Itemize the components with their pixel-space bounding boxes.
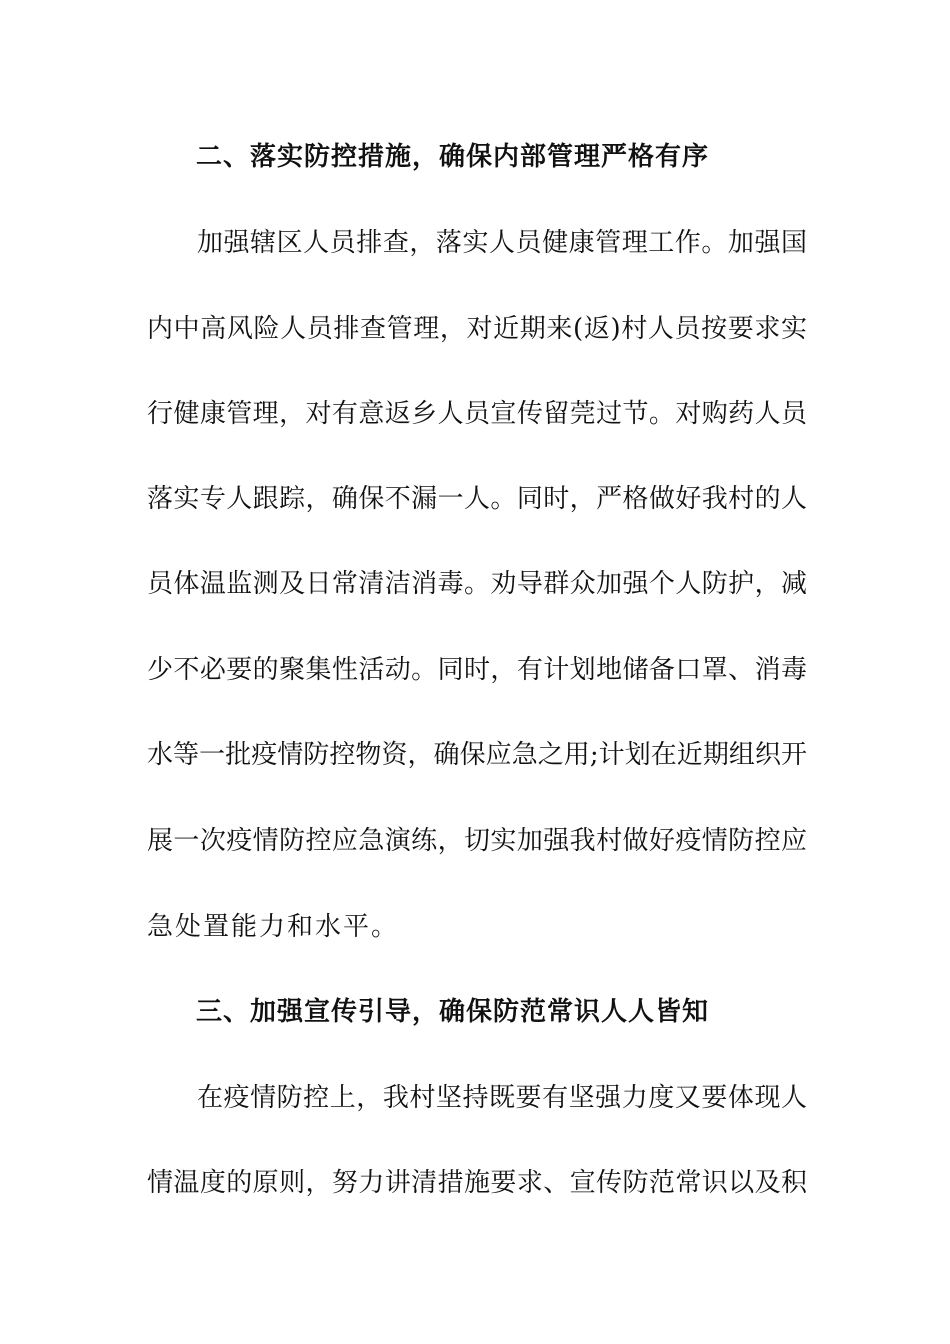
paragraph-line: 急处置能力和水平。	[147, 912, 400, 942]
paragraph-line: 内中高风险人员排查管理，对近期来(返)村人员按要求实	[147, 314, 807, 344]
paragraph-line: 情温度的原则，努力讲清措施要求、宣传防范常识以及积	[147, 1168, 807, 1198]
paragraph-line: 展一次疫情防控应急演练，切实加强我村做好疫情防控应	[147, 826, 807, 856]
paragraph-line: 水等一批疫情防控物资，确保应急之用;计划在近期组织开	[147, 740, 807, 770]
section-3-heading: 三、加强宣传引导，确保防范常识人人皆知	[196, 997, 710, 1027]
section-2-heading: 二、落实防控措施，确保内部管理严格有序	[196, 142, 710, 172]
paragraph-line: 员体温监测及日常清洁消毒。劝导群众加强个人防护，减	[147, 569, 807, 599]
paragraph-line: 落实专人跟踪，确保不漏一人。同时，严格做好我村的人	[147, 484, 807, 514]
paragraph-line: 在疫情防控上，我村坚持既要有坚强力度又要体现人	[197, 1083, 807, 1113]
paragraph-line: 加强辖区人员排查，落实人员健康管理工作。加强国	[197, 228, 807, 258]
paragraph-line: 行健康管理，对有意返乡人员宣传留莞过节。对购药人员	[147, 399, 807, 429]
paragraph-line: 少不必要的聚集性活动。同时，有计划地储备口罩、消毒	[147, 655, 807, 685]
